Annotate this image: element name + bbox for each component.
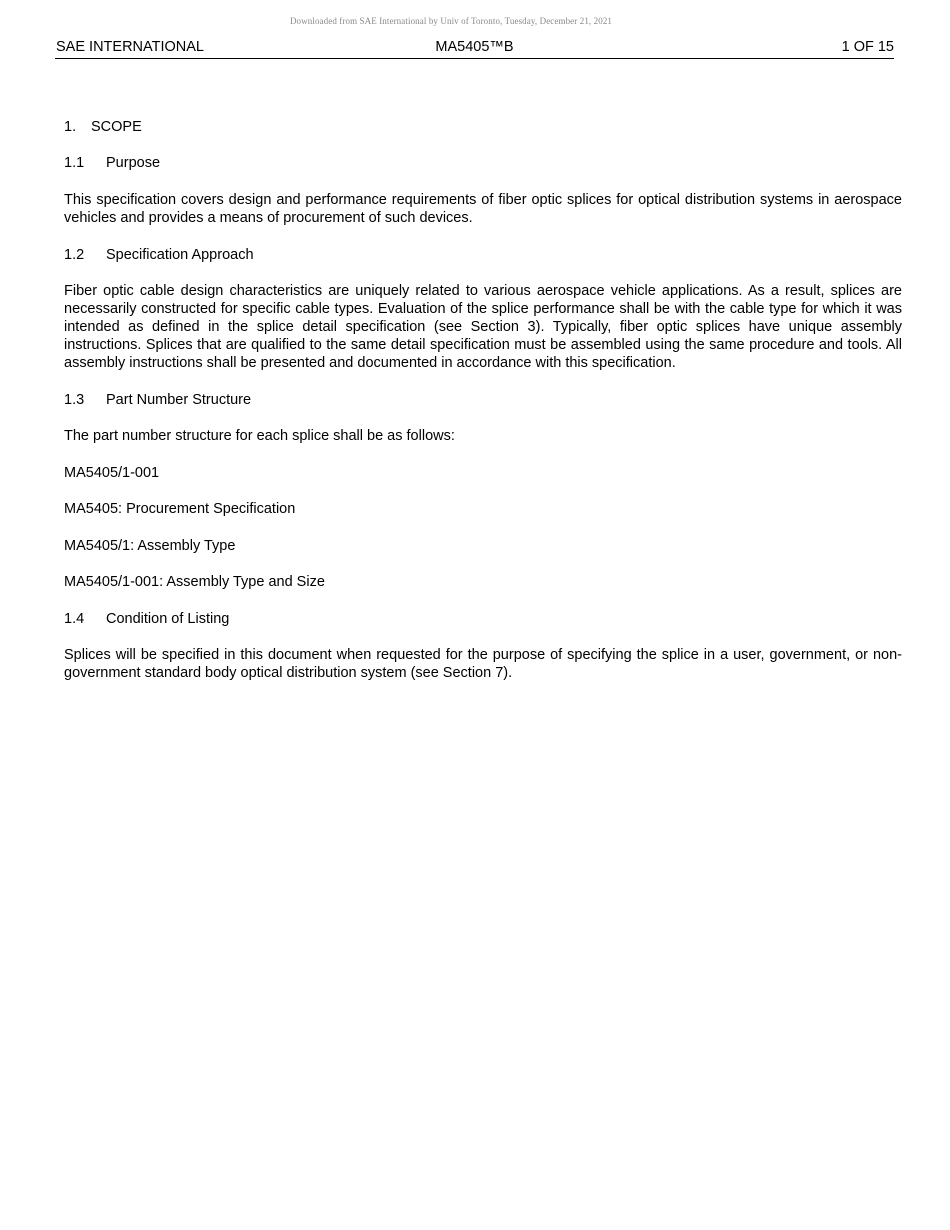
- section-heading-1-3: [64, 391, 902, 409]
- section-title: Condition of Listing: [106, 610, 230, 627]
- paragraph-purpose: This specification covers design and performance requirements of fiber optic splices for optical distribution systems in aerospace vehicles and provides a means of procurement of such devices.: [64, 191, 902, 227]
- section-heading-1-1: [64, 154, 902, 172]
- part-number-definition: MA5405/1-001: Assembly Type and Size: [64, 574, 325, 591]
- section-title: Purpose: [106, 155, 161, 172]
- part-number-example: MA5405/1-001: [64, 464, 160, 481]
- section-title: SCOPE: [91, 119, 142, 135]
- section-number: 1.2: [64, 246, 85, 263]
- section-number: 1.1: [64, 155, 85, 172]
- section-heading-1-2: [64, 246, 902, 264]
- paragraph-part-number-structure: The part number structure for each splice shall be as follows:: [64, 428, 455, 445]
- paragraph-specification-approach: Fiber optic cable design characteristics are uniquely related to various aerospace vehicle applications. As a result, splices are necessarily constructed for specific cable types. Evaluation of the splice performance shall be with the cable type for which it was intended as defined in the splice detail specification (see Section 3). Typically, fiber optic splices have unique assembly instructions. Splices that are qualified to the same detail specification must be assembled using the same procedure and tools. All assembly instructions shall be presented and documented in accordance with this specification.: [64, 283, 902, 372]
- page-header: [55, 38, 894, 59]
- part-number-definition: MA5405/1: Assembly Type: [64, 537, 236, 554]
- part-number-definition: MA5405: Procurement Specification: [64, 501, 296, 518]
- document-number: MA5405™B: [435, 39, 514, 55]
- section-number: 1.3: [64, 391, 85, 408]
- section-title: Part Number Structure: [106, 391, 252, 408]
- section-heading-1-4: [64, 610, 902, 628]
- section-heading-1: [64, 118, 902, 136]
- section-title: Specification Approach: [106, 246, 254, 263]
- publisher-name: SAE INTERNATIONAL: [56, 39, 204, 55]
- section-number: 1.4: [64, 610, 85, 627]
- section-number: 1.: [64, 119, 77, 135]
- download-banner: Downloaded from SAE International by Univ of Toronto, Tuesday, December 21, 2021: [289, 16, 613, 26]
- page-number: 1 OF 15: [841, 39, 894, 55]
- paragraph-condition-of-listing: Splices will be specified in this document when requested for the purpose of specifying the splice in a user, government, or non-government standard body optical distribution system (see Section 7).: [64, 647, 902, 682]
- document-body: [64, 118, 902, 701]
